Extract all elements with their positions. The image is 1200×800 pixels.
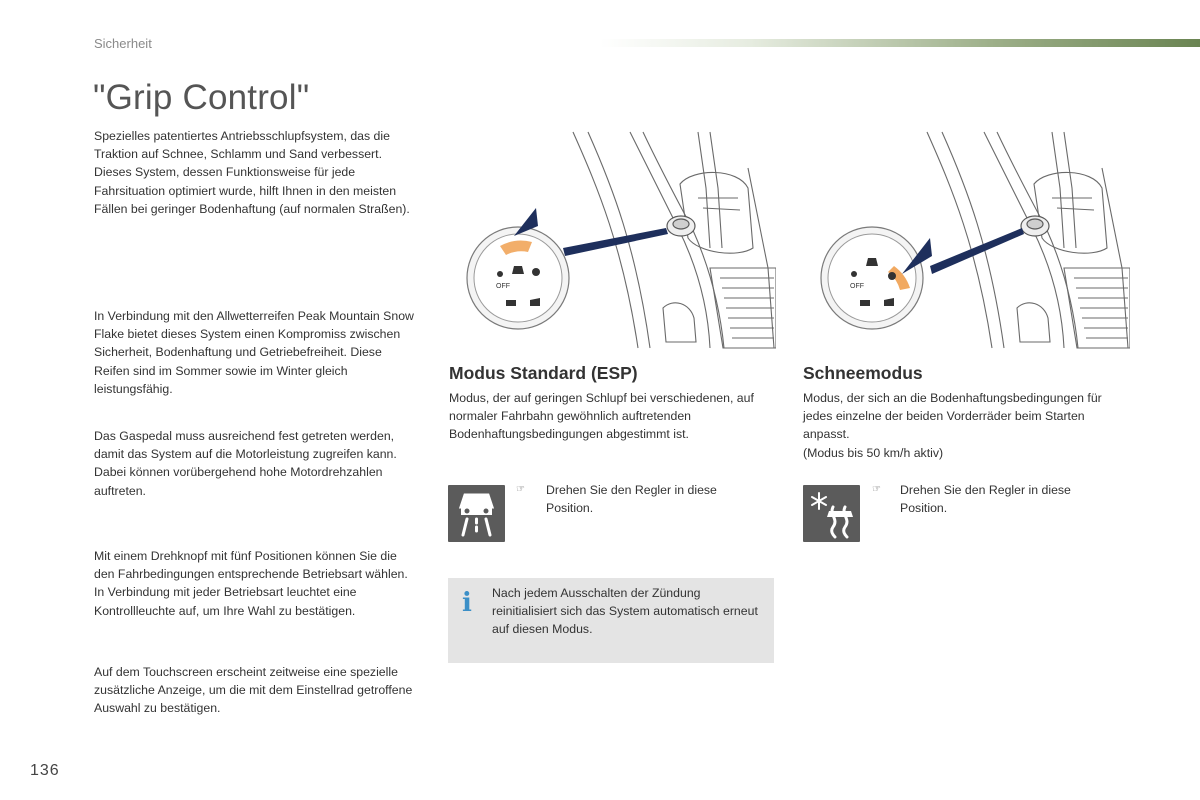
standard-mode-instruction: Drehen Sie den Regler in diese Position. (546, 483, 717, 516)
standard-mode-illustration (448, 128, 776, 350)
intro-paragraph: Spezielles patentiertes Antriebsschlupfsystem, das die Traktion auf Schnee, Schlamm und Sand verbessert. Dieses System, dessen Funktionsweise für jede Fahrsituation optimiert wurde, hilft Ihnen in den meisten Fällen bei geringer Bodenhaftung (auf normalen Straßen). (94, 129, 410, 216)
section-label: Sicherheit (94, 36, 152, 51)
svg-text:OFF: OFF (850, 283, 864, 290)
standard-mode-description: Modus, der auf geringen Schlupf bei verschiedenen, auf normaler Fahrbahn gewöhnlich auftretenden Bodenhaftungsbedingungen abgestimmt ist. (449, 391, 754, 442)
snow-bullet-marker: ☞ (872, 484, 881, 495)
snowflake-tracks-icon (803, 485, 860, 542)
standard-bullet-marker: ☞ (516, 484, 525, 495)
info-box (448, 578, 774, 663)
touchscreen-paragraph: Auf dem Touchscreen erscheint zeitweise eine spezielle zusätzliche Anzeige, um die mit dem Einstellrad getroffene Auswahl zu bestätigen. (94, 665, 413, 716)
info-icon: i (462, 588, 472, 618)
rotary-knob-paragraph: Mit einem Drehknopf mit fünf Positionen können Sie die den Fahrbedingungen entsprechende Betriebsart wählen. In Verbindung mit jeder Betriebsart leuchtet eine Kontrollleuchte auf, um Ihre Wahl zu bestätigen. (94, 549, 408, 618)
snow-mode-illustration (802, 128, 1130, 350)
page-title: "Grip Control" (93, 78, 310, 117)
tires-paragraph: In Verbindung mit den Allwetterreifen Peak Mountain Snow Flake bietet dieses System einen Kompromiss zwischen Sicherheit, Bodenhaftung und Getriebefreiheit. Diese Reifen sind im Sommer sowie im Winter gleich leistungsfähig. (94, 309, 414, 396)
standard-dial-icon (467, 208, 569, 329)
esp-car-tracks-icon (448, 485, 505, 542)
snow-dial-icon (821, 227, 932, 329)
snow-mode-title: Schneemodus (803, 363, 923, 383)
standard-mode-title: Modus Standard (ESP) (449, 363, 638, 383)
snow-mode-description: Modus, der sich an die Bodenhaftungsbedingungen für jedes einzelne der beiden Vorderräder beim Starten anpasst. (Modus bis 50 km/h aktiv) (803, 391, 1102, 460)
svg-text:OFF: OFF (496, 283, 510, 290)
snow-mode-instruction: Drehen Sie den Regler in diese Position. (900, 483, 1071, 516)
header-decoration-bar (600, 39, 1200, 47)
accelerator-paragraph: Das Gaspedal muss ausreichend fest getreten werden, damit das System auf die Motorleistung zugreifen kann. Dabei können vorübergehend hohe Motordrehzahlen auftreten. (94, 429, 397, 498)
page-number: 136 (30, 762, 60, 779)
info-text: Nach jedem Ausschalten der Zündung reinitialisiert sich das System automatisch erneut auf diesen Modus. (492, 586, 758, 637)
